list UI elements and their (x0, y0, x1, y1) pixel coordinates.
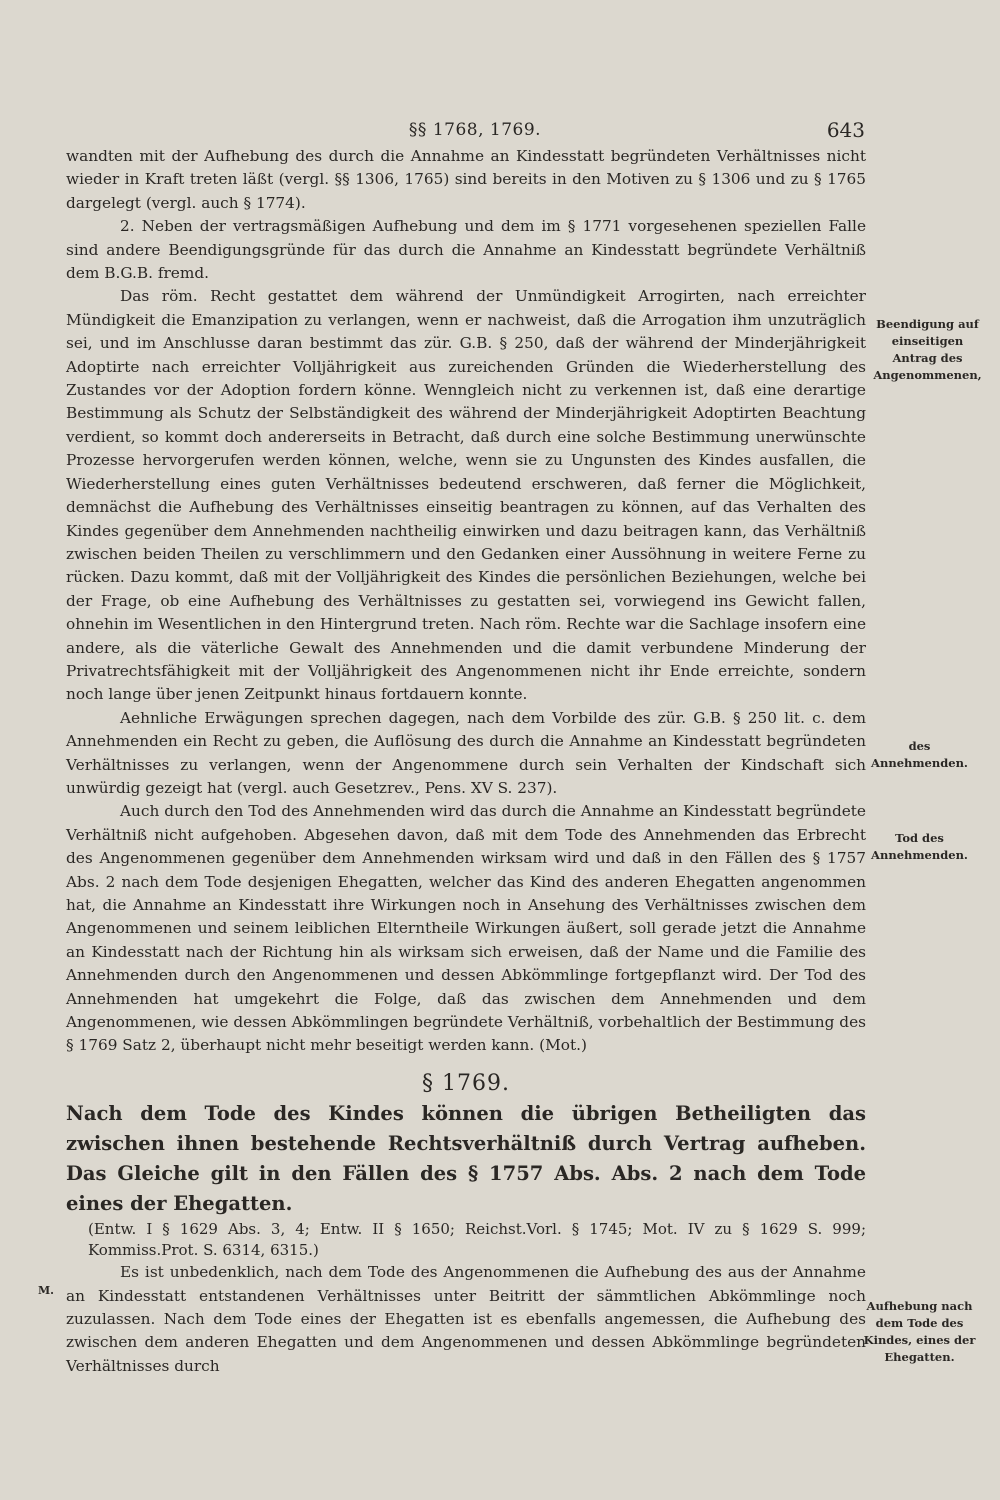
main-text (66, 145, 866, 1378)
section-heading: § 1769. (422, 1070, 510, 1096)
margin-note: Beendigung auf einseitigen Antrag des Angenommenen, (873, 317, 982, 382)
running-head-title: §§ 1768, 1769. (408, 120, 542, 140)
paragraph: Aehnliche Erwägungen sprechen dagegen, nach dem Vorbilde des zür. G.B. § 250 lit. c. dem Annehmenden ein Recht zu geben, die Auflösung des durch die Annahme an Kindesstatt begründeten Verhältnisses zu verlangen, wenn der Angenommene durch sein Verhalten der Kindschaft sich unwürdig gezeigt hat (vergl. auch Gesetzrev., Pens. XV S. 237). (66, 708, 866, 797)
statute-text: Nach dem Tode des Kindes können die übrigen Betheiligten das zwischen ihnen bestehende Rechtsverhältniß durch Vertrag aufheben. Das Gleiche gilt in den Fällen des § 1757 Abs. Abs. 2 nach dem Tode eines der Ehegatten. (66, 1102, 866, 1216)
commentary-paragraph: Es ist unbedenklich, nach dem Tode des Angenommenen die Aufhebung des aus der Annahme an Kindesstatt entstandenen Verhältnisses unter Beitritt der sämmtlichen Abkömmlinge noch zuzulassen. Nach dem Tode eines der Ehegatten ist es ebenfalls angemessen, die Aufhebung des zwischen dem anderen Ehegatten und dem Angenommenen und dessen Abkömmlinge begründeten Verhältnisses durch (66, 1263, 866, 1375)
paragraph: Das röm. Recht gestattet dem während der Unmündigkeit Arrogirten, nach erreichter Mündigkeit die Emanzipation zu verlangen, wenn er nachweist, daß die Arrogation ihm unzuträglich sei, und im Anschlusse daran bestimmt das zür. G.B. § 250, daß der während der Minderjährigkeit Adoptirte nach erreichter Volljährigkeit aus zureichenden Gründen die Wiederherstellung des Zustandes vor der Adoption fordern könne. Wenngleich nicht zu verkennen ist, daß eine derartige Bestimmung als Schutz der Selbständigkeit des während der Minderjährigkeit Adoptirten Beachtung verdient, so kommt doch andererseits in Betracht, daß durch eine solche Bestimmung unerwünschte Prozesse hervorgerufen werden können, welche, wenn sie zu Ungunsten des Kindes ausfallen, die Wiederherstellung eines guten Verhältnisses bedeutend erschweren, daß ferner die Möglichkeit, demnächst die Aufhebung des Verhältnisses einseitig beantragen zu können, auf das Verhalten des Kindes gegenüber dem Annehmenden nachtheilig einwirken und dazu beitragen kann, das Verhältniß zwischen beiden Theilen zu verschlimmern und den Gedanken einer Aussöhnung in weitere Ferne zu rücken. Dazu kommt, daß mit der Volljährigkeit des Kindes die persönlichen Beziehungen, welche bei der Frage, ob eine Aufhebung des Verhältnisses zu gestatten sei, vorwiegend ins Gewicht fallen, ohnehin im Wesentlichen in den Hintergrund treten. Nach röm. Rechte war die Sachlage insofern eine andere, als die väterliche Gewalt des Annehmenden und die damit verbundene Minderung der Privatrechtsfähigkeit mit der Volljährigkeit des Angenommenen nicht ihr Ende erreichte, sondern noch lange über jenen Zeitpunkt hinaus fortdauern konnte. (66, 287, 866, 704)
margin-note: Tod des Annehmenden. (871, 831, 968, 862)
page-number: 643 (826, 118, 865, 142)
running-head (0, 120, 1000, 146)
paragraph: Auch durch den Tod des Annehmenden wird das durch die Annahme an Kindesstatt begründete Verhältniß nicht aufgehoben. Abgesehen davon, daß mit dem Tode des Annehmenden das Erbrecht des Angenommenen gegenüber dem Annehmenden wirksam wird und daß in den Fällen des § 1757 Abs. 2 nach dem Tode desjenigen Ehegatten, welcher das Kind des anderen Ehegatten angenommen hat, die Annahme an Kindesstatt ihre Wirkungen noch in Ansehung des Verhältnisses zwischen dem Angenommenen und seinem leiblichen Elterntheile Wirkungen äußert, soll gerade jetzt die Annahme an Kindesstatt nach der Richtung hin als wirksam sich erweisen, daß der Name und die Familie des Annehmenden durch den Angenommenen und dessen Abkömmlinge fortgepflanzt wird. Der Tod des Annehmenden hat umgekehrt die Folge, daß das zwischen dem Annehmenden und dem Angenommenen, wie dessen Abkömmlingen begründete Verhältniß, vorbehaltlich der Bestimmung des § 1769 Satz 2, überhaupt nicht mehr beseitigt werden kann. (Mot.) (66, 802, 866, 1055)
margin-note: Aufhebung nach dem Tode des Kindes, eines der Ehegatten. (863, 1299, 976, 1364)
margin-note: des Annehmenden. (871, 739, 968, 770)
paragraph-continuation: wandten mit der Aufhebung des durch die Annahme an Kindesstatt begründeten Verhältnisses nicht wieder in Kraft treten läßt (vergl. §§ 1306, 1765) sind bereits in den Motiven zu § 1306 und zu § 1765 dargelegt (vergl. auch § 1774). (66, 147, 866, 212)
statute-references: (Entw. I § 1629 Abs. 3, 4; Entw. II § 1650; Reichst.Vorl. § 1745; Mot. IV zu § 1629 S. 999; Kommiss.Prot. S. 6314, 6315.) (88, 1220, 866, 1260)
paragraph: 2. Neben der vertragsmäßigen Aufhebung und dem im § 1771 vorgesehenen speziellen Falle sind andere Beendigungsgründe für das durch die Annahme an Kindesstatt begründete Verhältniß dem B.G.B. fremd. (66, 217, 866, 283)
motive-marker: M. (38, 1284, 55, 1297)
